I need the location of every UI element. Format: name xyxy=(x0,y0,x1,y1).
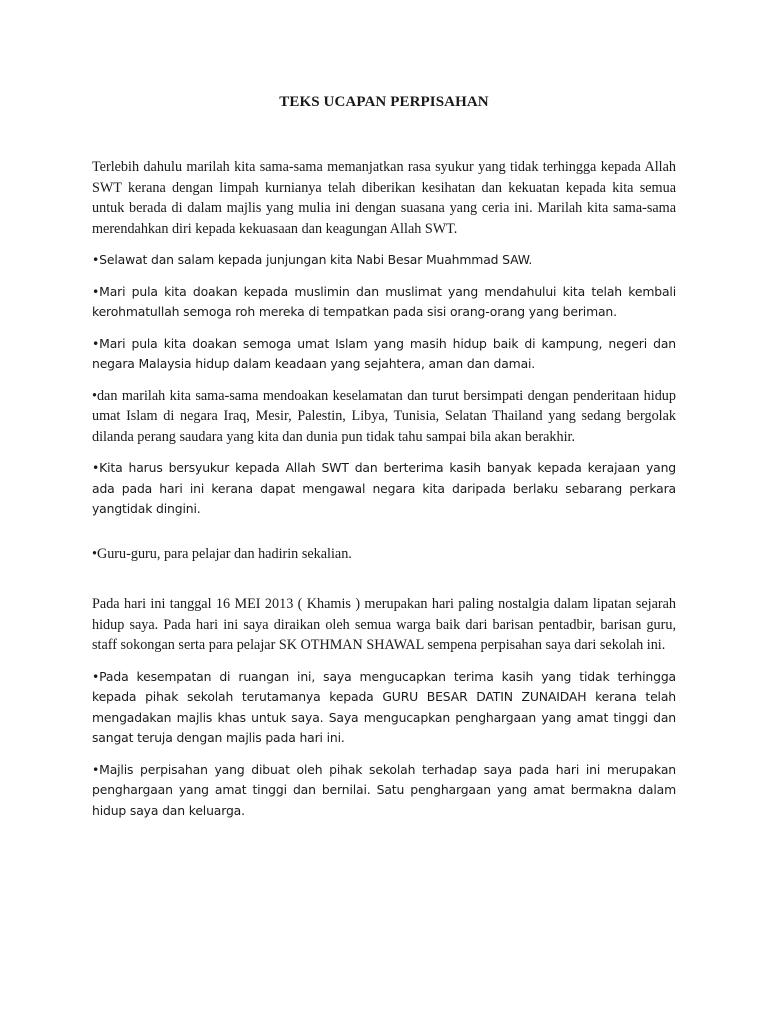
paragraph-bersyukur: •Kita harus bersyukur kepada Allah SWT dan berterima kasih banyak kepada kerajaan yang ada pada hari ini kerana dapat mengawal negara kita daripada berlaku sebarang perkara yangtidak dingini. xyxy=(92,460,676,516)
paragraph-salutation: •Guru-guru, para pelajar dan hadirin sekalian. xyxy=(92,545,352,562)
paragraph-doa-keselamatan: •dan marilah kita sama-sama mendoakan keselamatan dan turut bersimpati dengan penderitaan hidup umat Islam di negara Iraq, Mesir, Palestin, Libya, Tunisia, Selatan Thailand yang sedang bergolak dilanda perang saudara yang kita dan dunia pun tidak tahu sampai bila akan berakhir. xyxy=(92,387,676,445)
paragraph-majlis: •Majlis perpisahan yang dibuat oleh pihak sekolah terhadap saya pada hari ini merupakan penghargaan yang amat tinggi dan bernilai. Satu penghargaan yang amat bermakna dalam hidup saya dan keluarga. xyxy=(92,761,676,818)
paragraph-doa-umat: •Mari pula kita doakan semoga umat Islam yang masih hidup baik di kampung, negeri dan negara Malaysia hidup dalam keadaan yang sejahtera, aman dan damai. xyxy=(92,335,676,371)
document-body xyxy=(92,157,676,832)
paragraph-doa-muslimin: •Mari pula kita doakan kepada muslimin dan muslimat yang mendahului kita telah kembali kerohmatullah semoga roh mereka di tempatkan pada sisi orang-orang yang beriman. xyxy=(92,283,676,319)
page-title: TEKS UCAPAN PERPISAHAN xyxy=(279,94,489,110)
paragraph-tanggal: Pada hari ini tanggal 16 MEI 2013 ( Khamis ) merupakan hari paling nostalgia dalam lipatan sejarah hidup saya. Pada hari ini saya diraikan oleh semua warga baik dari barisan pentadbir, barisan guru, staff sokongan serta para pelajar SK OTHMAN SHAWAL sempena perpisahan saya dari sekolah ini. xyxy=(92,596,676,653)
paragraph-terima-kasih: •Pada kesempatan di ruangan ini, saya mengucapkan terima kasih yang tidak terhingga kepada pihak sekolah terutamanya kepada GURU BESAR DATIN ZUNAIDAH kerana telah mengadakan majlis khas untuk saya. Saya mengucapkan penghargaan yang amat tinggi dan sangat teruja dengan majlis pada hari ini. xyxy=(92,668,676,745)
paragraph-selawat: •Selawat dan salam kepada junjungan kita Nabi Besar Muahmmad SAW. xyxy=(92,252,533,267)
paragraph-opening: Terlebih dahulu marilah kita sama-sama memanjatkan rasa syukur yang tidak terhingga kepada Allah SWT kerana dengan limpah kurnianya telah diberikan kesihatan dan kekuatan kepada kita semua untuk berada di dalam majlis yang mulia ini dengan suasana yang ceria ini. Marilah kita sama-sama merendahkan diri kepada kekuasaan dan keagungan Allah SWT. xyxy=(92,159,676,237)
